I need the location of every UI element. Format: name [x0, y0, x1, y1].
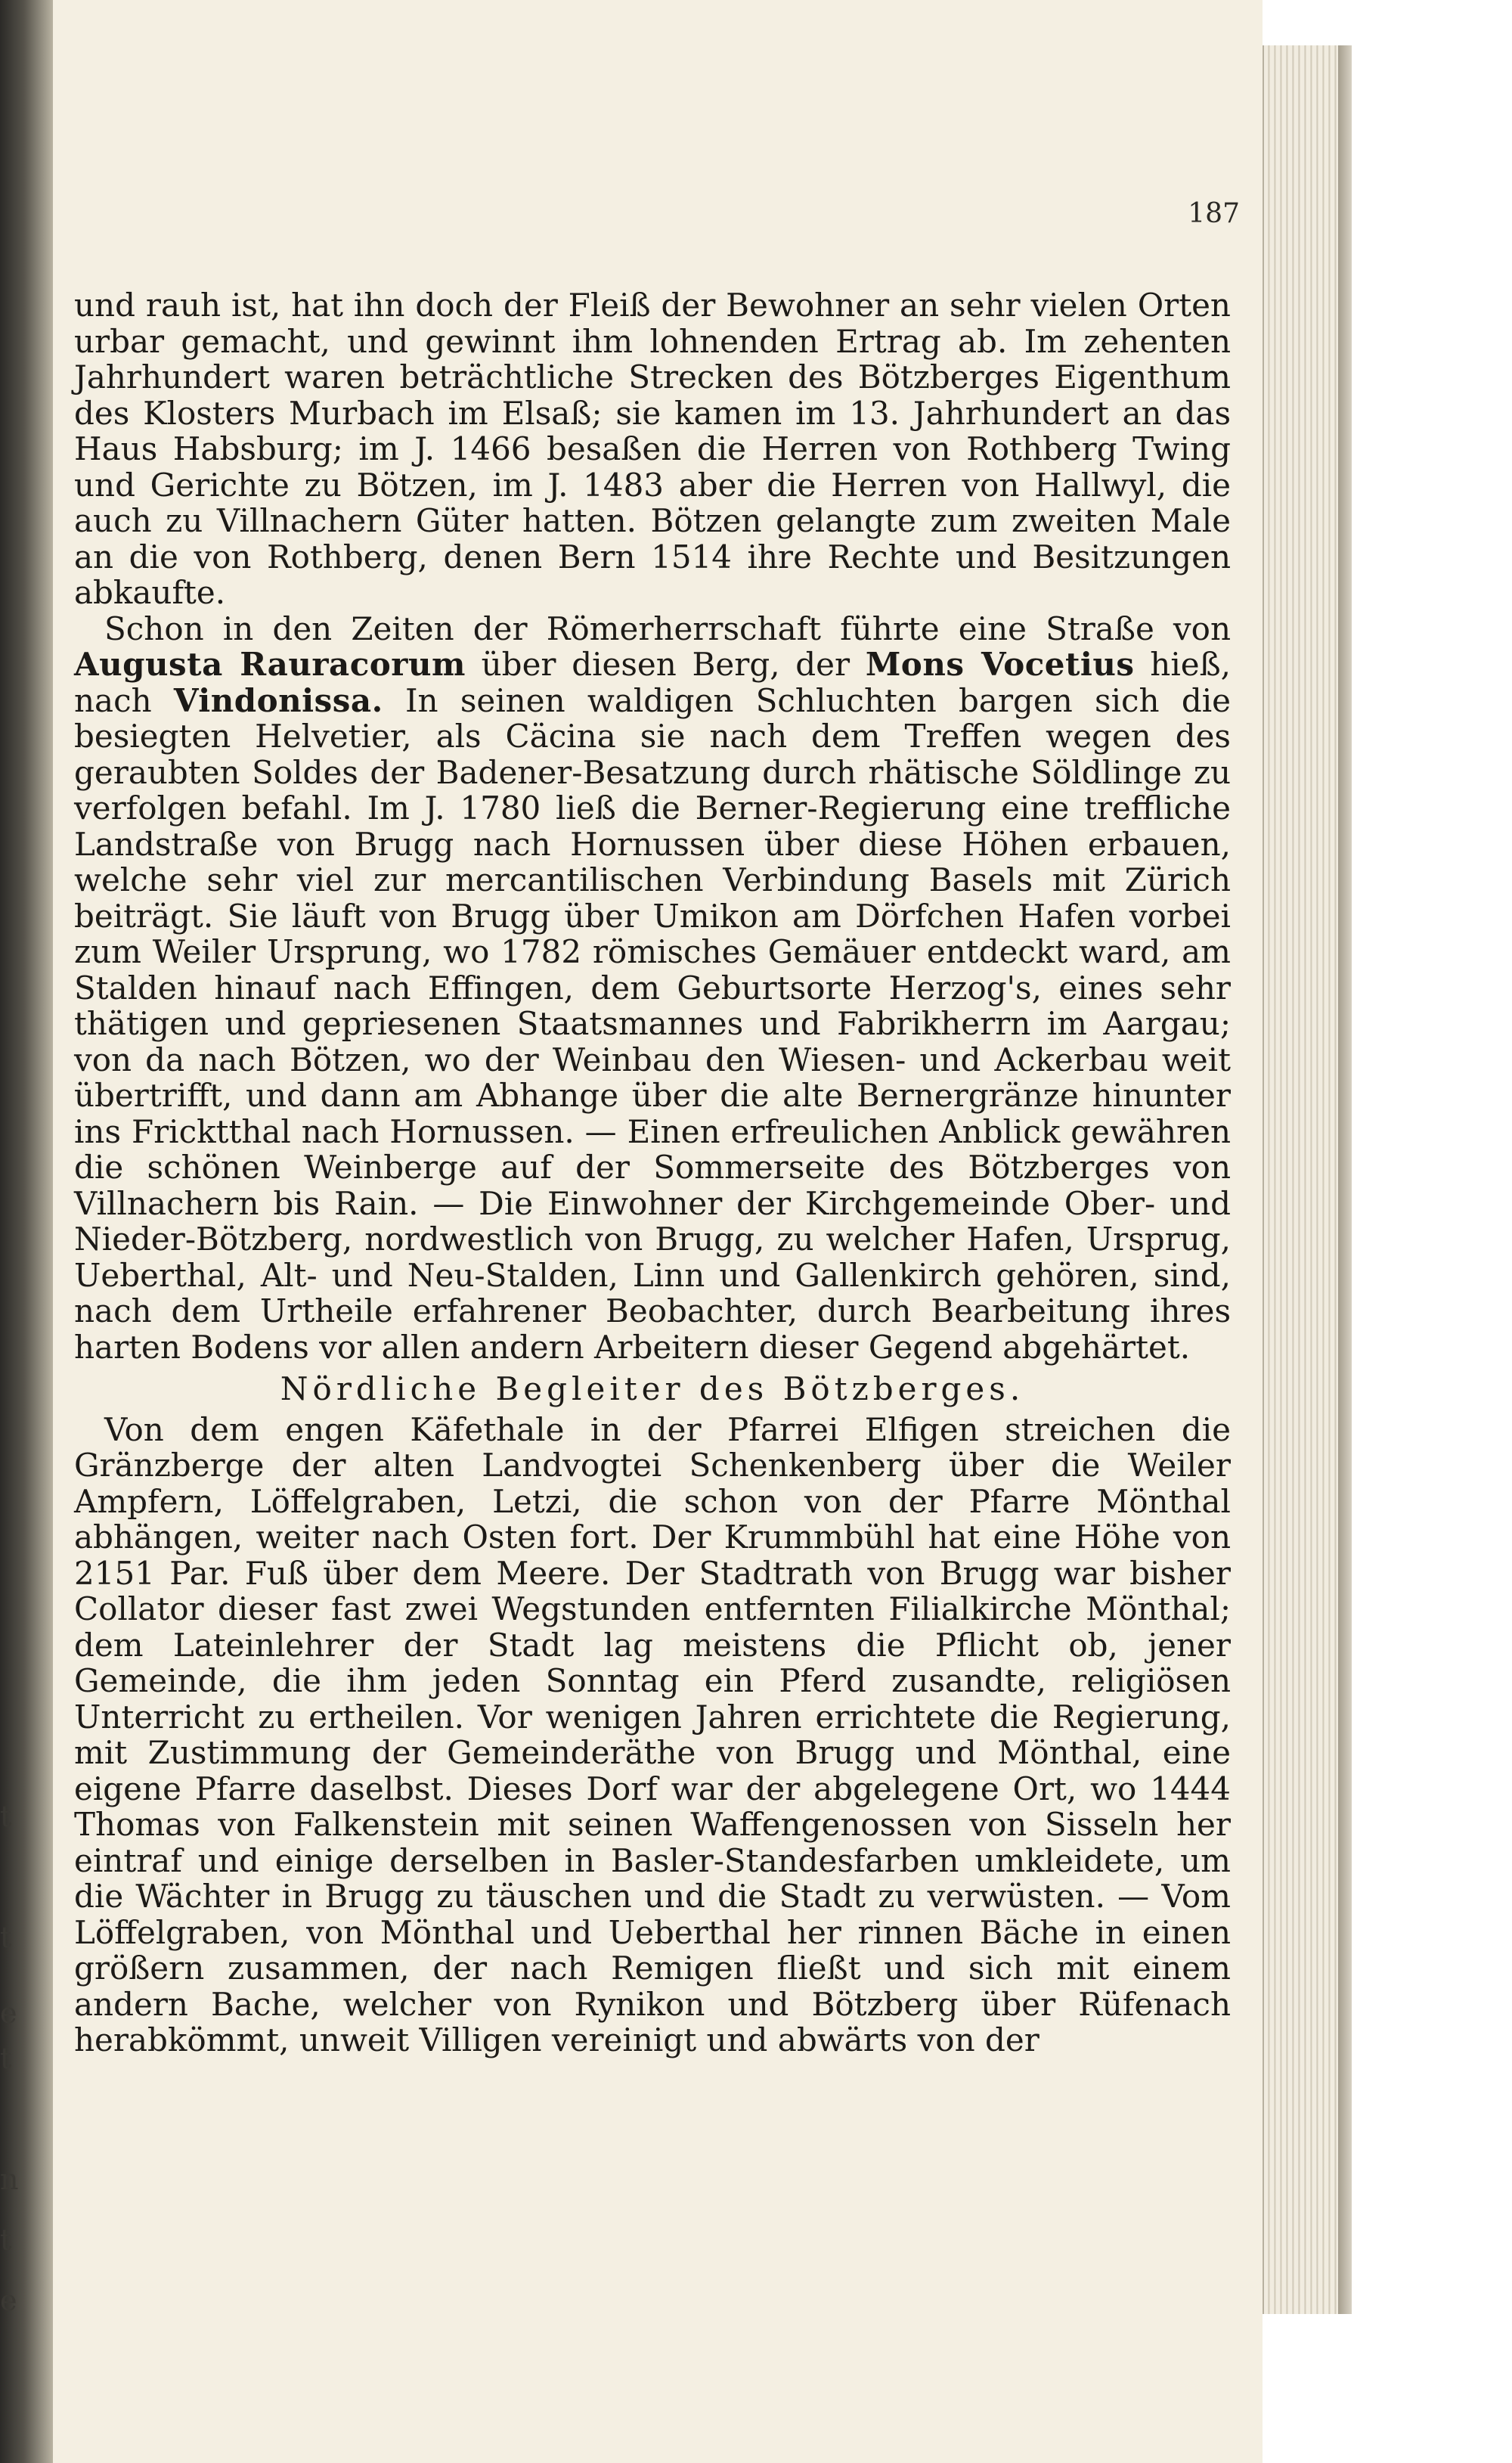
text-run: und rauh ist, hat ihn doch der Fleiß der Bewohner an sehr vielen Orten urbar gemacht, und gewinnt ihm lohnenden Ertrag ab. Im zehenten Jahrhundert waren beträchtliche Strecken des Bötzberges Eigenthum des Klosters Murbach im Elsaß; sie kamen im 13. Jahrhundert an das Haus Habsburg; im J. 1466 besaßen die Herren von Rothberg Twing und Gerichte zu Bötzen, im J. 1483 aber die Herren von Hallwyl, die auch zu Villnachern Güter hatten. Bötzen gelangte zum zweiten Male an die von Rothberg, denen Bern 1514 ihre Rechte und Besitzungen abkaufte. — [74, 287, 1231, 611]
margin-letter: e — [0, 1996, 17, 2030]
margin-letter: t — [0, 1921, 12, 1954]
text-run: Schon in den Zeiten der Römerherrschaft führte eine Straße von — [104, 610, 1231, 647]
section-heading: Nördliche Begleiter des Bötzberges. — [280, 1370, 1025, 1407]
text-run: hieß, nach — [74, 646, 1232, 719]
text-run: In seinen waldigen Schluchten bargen sich die besiegten Helvetier, als Cäcina sie nach dem Treffen wegen des geraubten Soldes der Badener-Besatzung durch rhätische Söldlinge zu verfolgen befahl. Im J. 1780 ließ die Berner-Regierung eine treffliche Landstraße von Brugg nach Hornussen über diese Höhen erbauen, welche sehr viel zur mercantilischen Verbindung Basels mit Zürich beiträgt. Sie läuft von Brugg über Umikon am Dörfchen Hafen vorbei zum Weiler Ursprung, wo 1782 römisches Gemäuer entdeckt ward, am Stalden hinauf nach Effingen, dem Geburtsorte Herzog's, eines sehr thätigen und gepriesenen Staatsmannes und Fabrikherrn im Aargau; von da nach Bötzen, wo der Weinbau den Wiesen- und Ackerbau weit übertrifft, und dann am Abhange über die alte Bernergränze hinunter ins Fricktthal nach Hornussen. — Einen erfreulichen Anblick gewähren die schönen Weinberge auf der Sommerseite des Bötzberges von Villnachern bis Rain. — Die Einwohner der Kirchgemeinde Ober- und Nieder-Bötzberg, nordwestlich von Brugg, zu welcher Hafen, Ursprug, Ueberthal, Alt- und Neu-Stalden, Linn und Gallenkirch gehören, sind, nach dem Urtheile erfahrener Beobachter, durch Bearbeitung ihres harten Bodens vor allen andern Arbeitern dieser Gegend abgehärtet. — [74, 681, 1231, 1366]
text-body — [74, 287, 1231, 2058]
paragraph-p1 — [74, 287, 1231, 611]
paragraph-p2 — [74, 611, 1231, 1366]
paragraphs-before — [74, 287, 1231, 1365]
page-number: 187 — [1188, 198, 1240, 229]
bold-term: Augusta Rauracorum — [74, 646, 466, 683]
text-run: Von dem engen Käfethale in der Pfarrei Elfigen streichen die Gränzberge der alten Landvogtei Schenkenberg über die Weiler Ampfern, Löffelgraben, Letzi, die schon von der Pfarre Mönthal abhängen, weiter nach Osten fort. Der Krummbühl hat eine Höhe von 2151 Par. Fuß über dem Meere. Der Stadtrath von Brugg war bisher Collator dieser fast zwei Wegstunden entfernten Filialkirche Mönthal; dem Lateinlehrer der Stadt lag meistens die Pflicht ob, jener Gemeinde, die ihm jeden Sonntag ein Pferd zusandte, religiösen Unterricht zu ertheilen. Vor wenigen Jahren errichtete die Regierung, mit Zustimmung der Gemeinderäthe von Brugg und Mönthal, eine eigene Pfarre daselbst. Dieses Dorf war der abgelegene Ort, wo 1444 Thomas von Falkenstein mit seinen Waffengenossen von Sisseln her eintraf und einige derselben in Basler-Standesfarben umkleidete, um die Wächter in Brugg zu täuschen und die Stadt zu verwüsten. — Vom Löffelgraben, von Mönthal und Ueberthal her rinnen Bäche in einen größern zusammen, der nach Remigen fließt und sich mit einem andern Bache, welcher von Rynikon und Bötzberg über Rüfenach herabkömmt, unweit Villigen vereinigt und abwärts von der — [74, 1410, 1231, 2058]
margin-letter: t — [0, 1800, 12, 1833]
paragraphs-after — [74, 1412, 1231, 2058]
paragraph-p3 — [74, 1412, 1231, 2058]
page-stack — [1263, 45, 1347, 2314]
bold-term: Vindonissa. — [173, 681, 383, 719]
margin-letter: t — [0, 2042, 12, 2075]
margin-letter: e — [0, 2284, 17, 2317]
page-edges — [1263, 0, 1512, 2463]
bold-term: Mons Vocetius — [865, 646, 1135, 683]
margin-letter: n — [0, 2163, 19, 2196]
margin-letter: t — [0, 2223, 12, 2257]
text-run: über diesen Berg, der — [465, 646, 866, 683]
edge-shadow — [1338, 45, 1352, 2314]
book-binding — [0, 0, 53, 2463]
